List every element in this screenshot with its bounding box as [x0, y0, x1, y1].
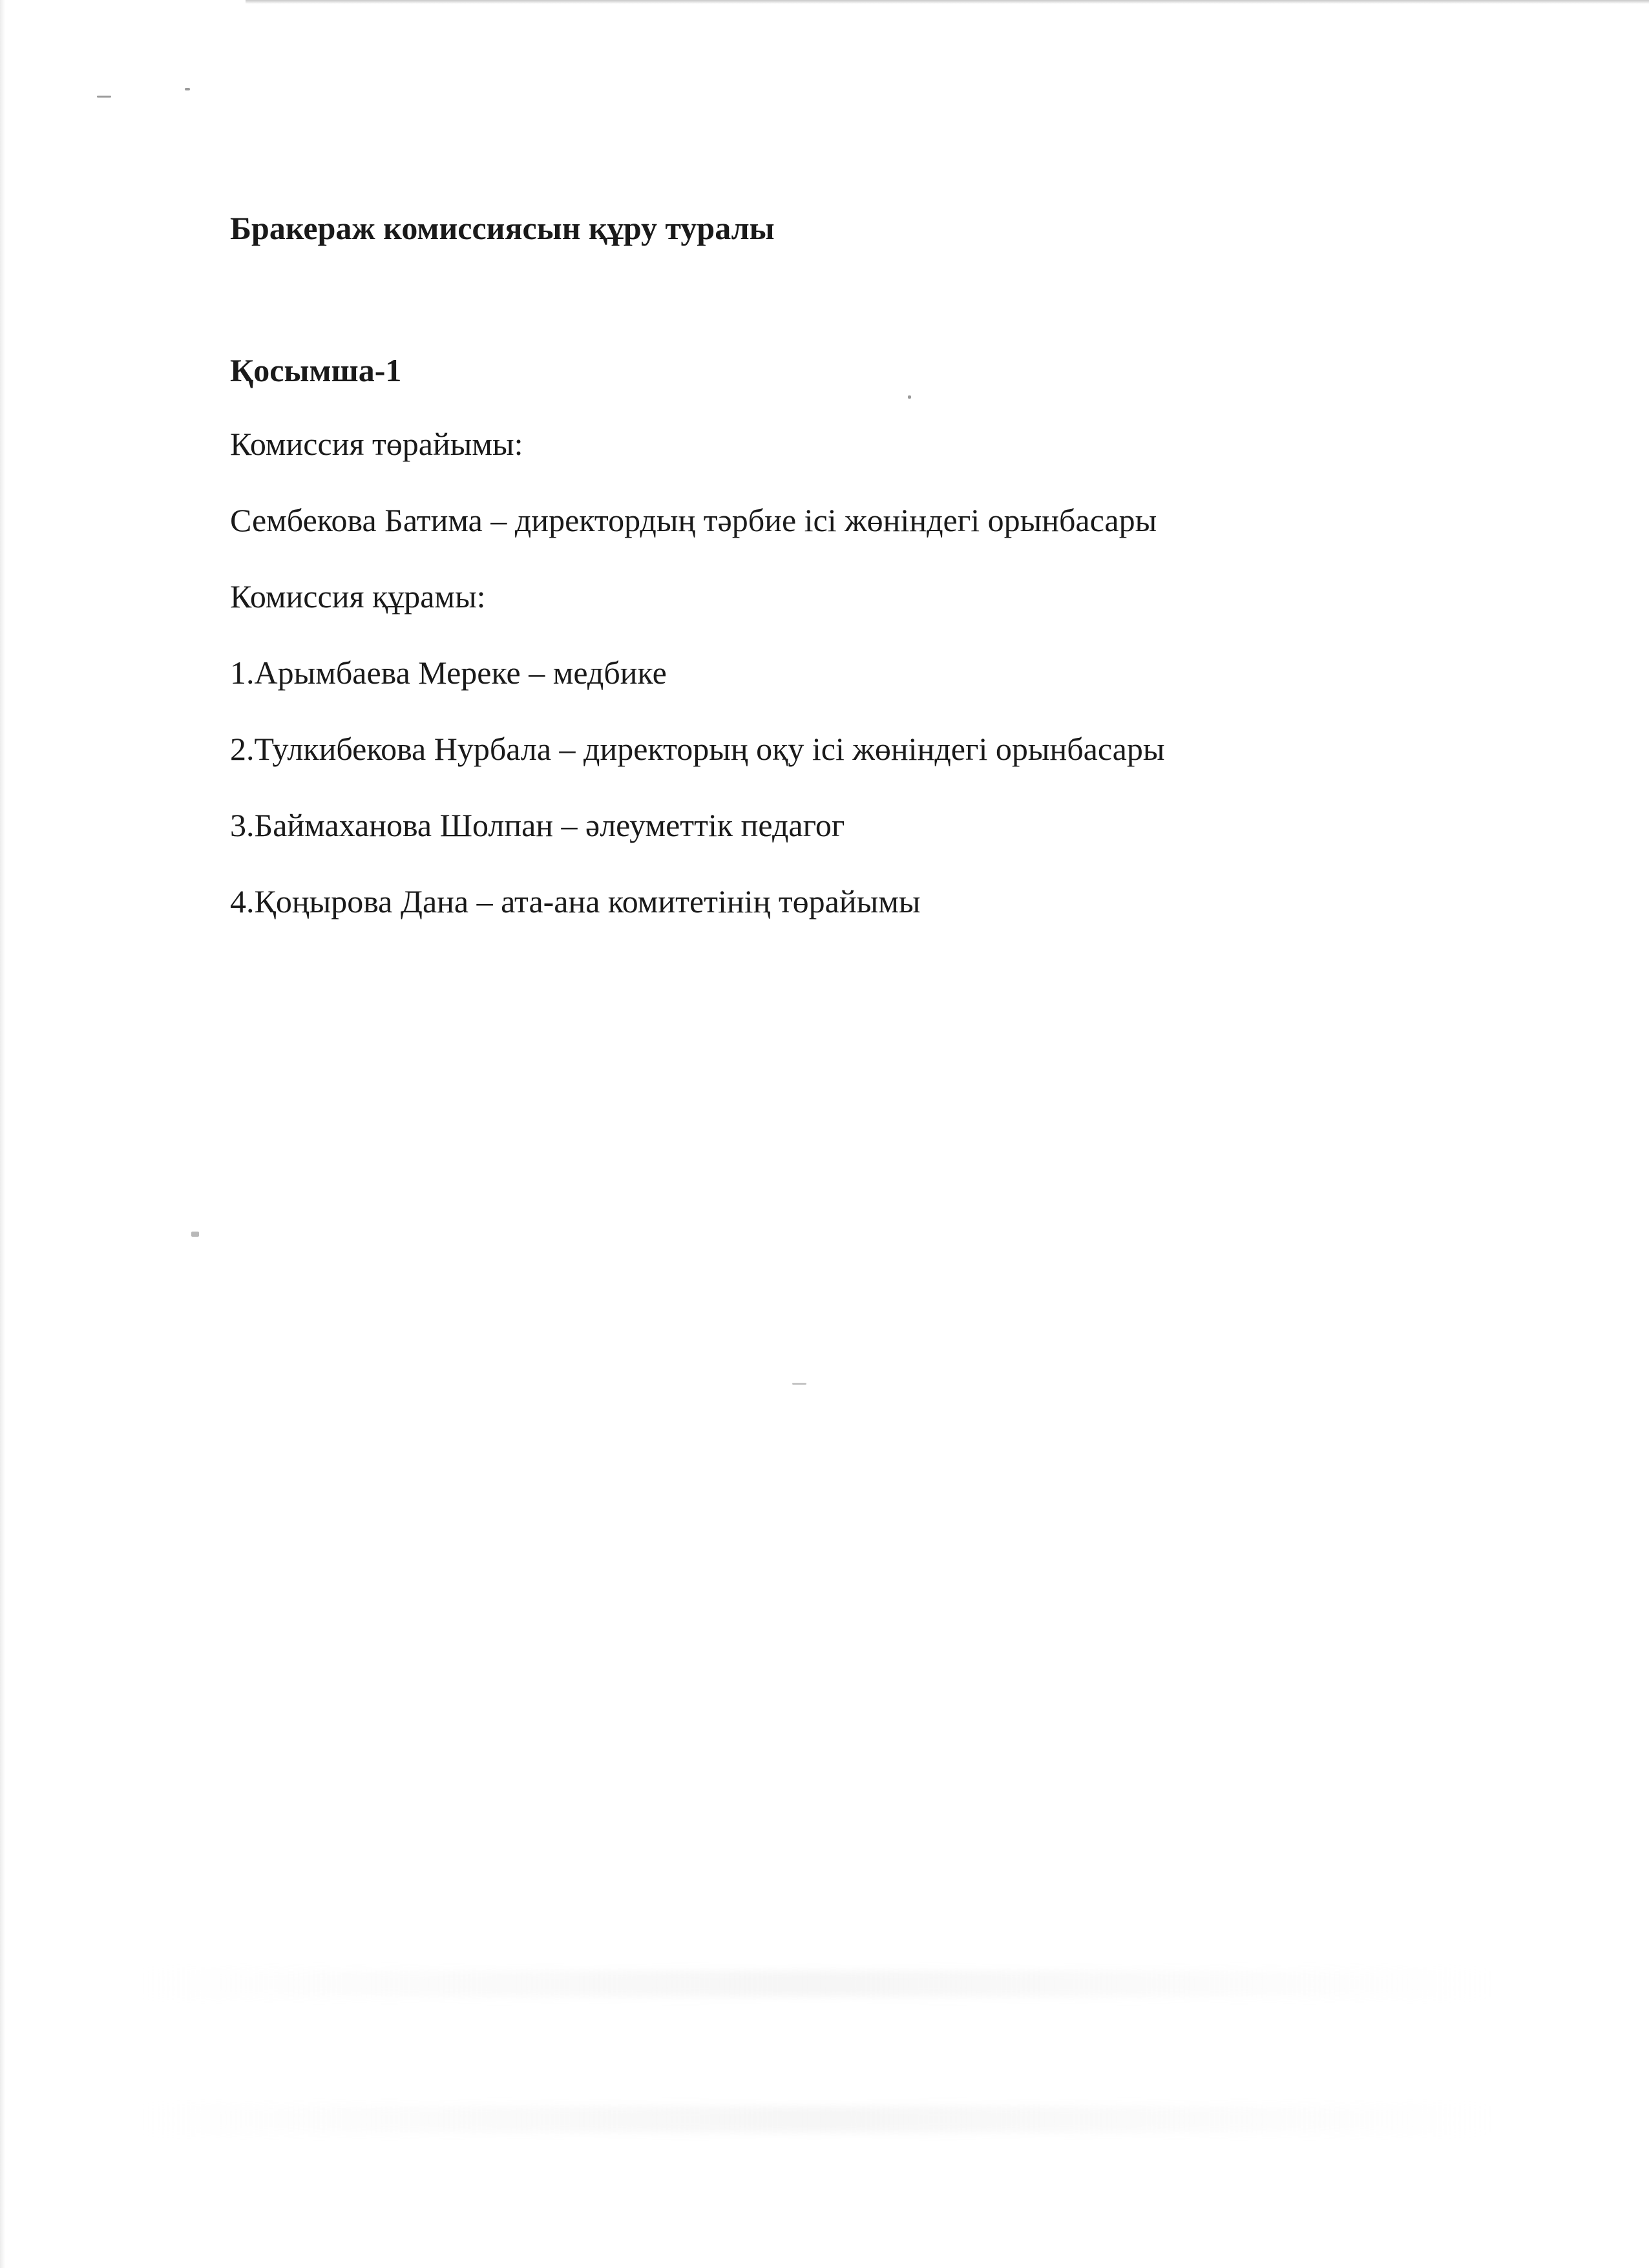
member-item: 2.Тулкибекова Нурбала – директорың оқу ісі жөніндегі орынбасары [230, 731, 1165, 767]
member-item: 4.Қоңырова Дана – ата-ана комитетінің төрайымы [230, 883, 921, 919]
scan-shadow-band [136, 2106, 1493, 2132]
scan-shadow-band [136, 1971, 1493, 1997]
document-body [230, 205, 1458, 924]
scan-speck [97, 96, 111, 98]
scan-edge-top [246, 0, 1649, 4]
chair-heading: Комиссия төрайымы: [230, 426, 523, 462]
scan-speck [191, 1232, 199, 1237]
scan-speck [185, 88, 190, 90]
member-item: 1.Арымбаева Мереке – медбике [230, 655, 667, 691]
document-title: Бракераж комиссиясын құру туралы [230, 210, 775, 246]
chair-entry: Сембекова Батима – директордың тәрбие ісі жөніндегі орынбасары [230, 502, 1157, 538]
member-item: 3.Баймаханова Шолпан – әлеуметтік педагог [230, 807, 845, 843]
scan-edge-left [0, 0, 5, 2268]
members-heading: Комиссия құрамы: [230, 578, 486, 614]
members-list [230, 650, 1458, 924]
appendix-label: Қосымша-1 [230, 352, 402, 388]
scan-speck [792, 1383, 806, 1385]
